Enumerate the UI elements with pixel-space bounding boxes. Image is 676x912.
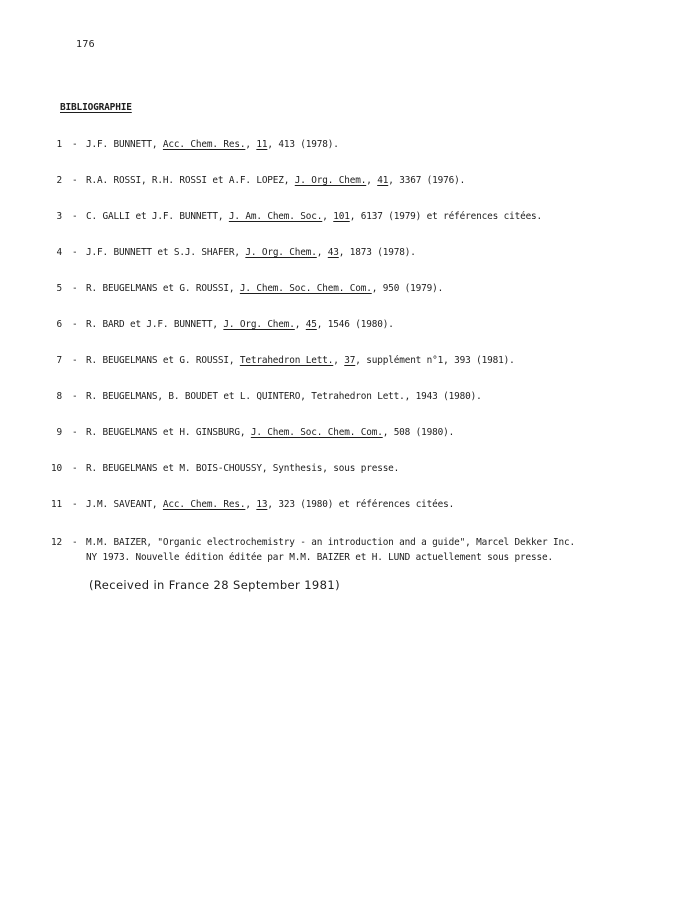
reference-journal: Acc. Chem. Res. <box>162 499 246 510</box>
reference-separator: , <box>322 211 334 222</box>
reference-authors: M.M. BAIZER, "Organic electrochemistry - an introduction and a guide", Marcel Dekker Inc. <box>86 537 575 548</box>
reference-dash: - <box>72 175 78 186</box>
reference-text <box>86 389 482 404</box>
reference-dash: - <box>72 499 78 510</box>
reference-volume: 43 <box>327 247 339 258</box>
reference-volume: 11 <box>256 139 268 150</box>
reference-dash: - <box>72 537 78 548</box>
reference-details: , supplément n°1, 393 (1981). <box>355 355 515 366</box>
reference-number: 3 <box>56 211 62 222</box>
reference-details: , 413 (1978). <box>267 139 339 150</box>
reference-number: 1 <box>56 139 62 150</box>
reference-separator: , <box>294 319 306 330</box>
reference-dash: - <box>72 355 78 366</box>
reference-details: , 323 (1980) et références citées. <box>267 499 455 510</box>
reference-authors: R. BARD et J.F. BUNNETT, <box>86 319 224 330</box>
reference-dash: - <box>72 463 78 474</box>
reference-text <box>86 209 542 224</box>
reference-volume: 41 <box>377 175 389 186</box>
reference-journal: Tetrahedron Lett. <box>239 355 334 366</box>
reference-number: 8 <box>56 391 62 402</box>
reference-volume: 13 <box>256 499 268 510</box>
reference-text <box>86 281 443 296</box>
reference-text <box>86 425 454 440</box>
reference-separator: , <box>245 499 257 510</box>
reference-number: 11 <box>51 499 62 510</box>
reference-journal: J. Org. Chem. <box>223 319 295 330</box>
reference-journal: J. Org. Chem. <box>245 247 317 258</box>
reference-text <box>86 535 575 550</box>
reference-text <box>86 461 399 476</box>
reference-separator: , <box>366 175 378 186</box>
reference-number: 9 <box>56 427 62 438</box>
reference-dash: - <box>72 211 78 222</box>
reference-dash: - <box>72 139 78 150</box>
reference-journal: J. Chem. Soc. Chem. Com. <box>250 427 383 438</box>
reference-authors: J.F. BUNNETT et S.J. SHAFER, <box>86 247 246 258</box>
reference-authors: R. BEUGELMANS et M. BOIS-CHOUSSY, Synthesis, sous presse. <box>86 463 400 474</box>
reference-dash: - <box>72 391 78 402</box>
reference-text <box>86 245 416 260</box>
reference-authors: R. BEUGELMANS, B. BOUDET et L. QUINTERO, Tetrahedron Lett., 1943 (1980). <box>86 391 482 402</box>
reference-details: , 3367 (1976). <box>388 175 466 186</box>
reference-number: 6 <box>56 319 62 330</box>
reference-number: 10 <box>51 463 62 474</box>
reference-number: 5 <box>56 283 62 294</box>
reference-number: 12 <box>51 537 62 548</box>
reference-authors: C. GALLI et J.F. BUNNETT, <box>86 211 229 222</box>
reference-number: 2 <box>56 175 62 186</box>
reference-authors: R. BEUGELMANS et G. ROUSSI, <box>86 355 240 366</box>
reference-text <box>86 173 465 188</box>
reference-details: , 6137 (1979) et références citées. <box>349 211 543 222</box>
reference-details: , 1873 (1978). <box>338 247 416 258</box>
reference-text <box>86 317 394 332</box>
reference-separator: , 508 (1980). <box>382 427 455 438</box>
reference-authors: J.F. BUNNETT, <box>86 139 163 150</box>
received-note: (Received in France 28 September 1981) <box>89 578 340 592</box>
reference-separator: , <box>316 247 328 258</box>
reference-volume: 101 <box>333 211 350 222</box>
reference-journal: Acc. Chem. Res. <box>162 139 246 150</box>
reference-volume: 37 <box>344 355 356 366</box>
reference-separator: , <box>245 139 257 150</box>
page-number: 176 <box>76 39 95 50</box>
reference-authors: J.M. SAVEANT, <box>86 499 163 510</box>
reference-dash: - <box>72 283 78 294</box>
reference-number: 4 <box>56 247 62 258</box>
reference-authors: R. BEUGELMANS et H. GINSBURG, <box>86 427 251 438</box>
reference-text <box>86 497 454 512</box>
reference-dash: - <box>72 247 78 258</box>
reference-separator: , <box>333 355 345 366</box>
reference-journal: J. Chem. Soc. Chem. Com. <box>239 283 372 294</box>
reference-number: 7 <box>56 355 62 366</box>
reference-continuation: NY 1973. Nouvelle édition éditée par M.M. BAIZER et H. LUND actuellement sous presse. <box>86 552 554 563</box>
reference-volume: 45 <box>305 319 317 330</box>
reference-text <box>86 353 515 368</box>
reference-authors: R.A. ROSSI, R.H. ROSSI et A.F. LOPEZ, <box>86 175 295 186</box>
reference-authors: R. BEUGELMANS et G. ROUSSI, <box>86 283 240 294</box>
reference-journal: J. Org. Chem. <box>294 175 367 186</box>
bibliography-heading: BIBLIOGRAPHIE <box>60 102 132 113</box>
reference-separator: , 950 (1979). <box>371 283 444 294</box>
reference-dash: - <box>72 427 78 438</box>
reference-journal: J. Am. Chem. Soc. <box>228 211 323 222</box>
reference-text <box>86 137 339 152</box>
reference-details: , 1546 (1980). <box>316 319 394 330</box>
reference-dash: - <box>72 319 78 330</box>
